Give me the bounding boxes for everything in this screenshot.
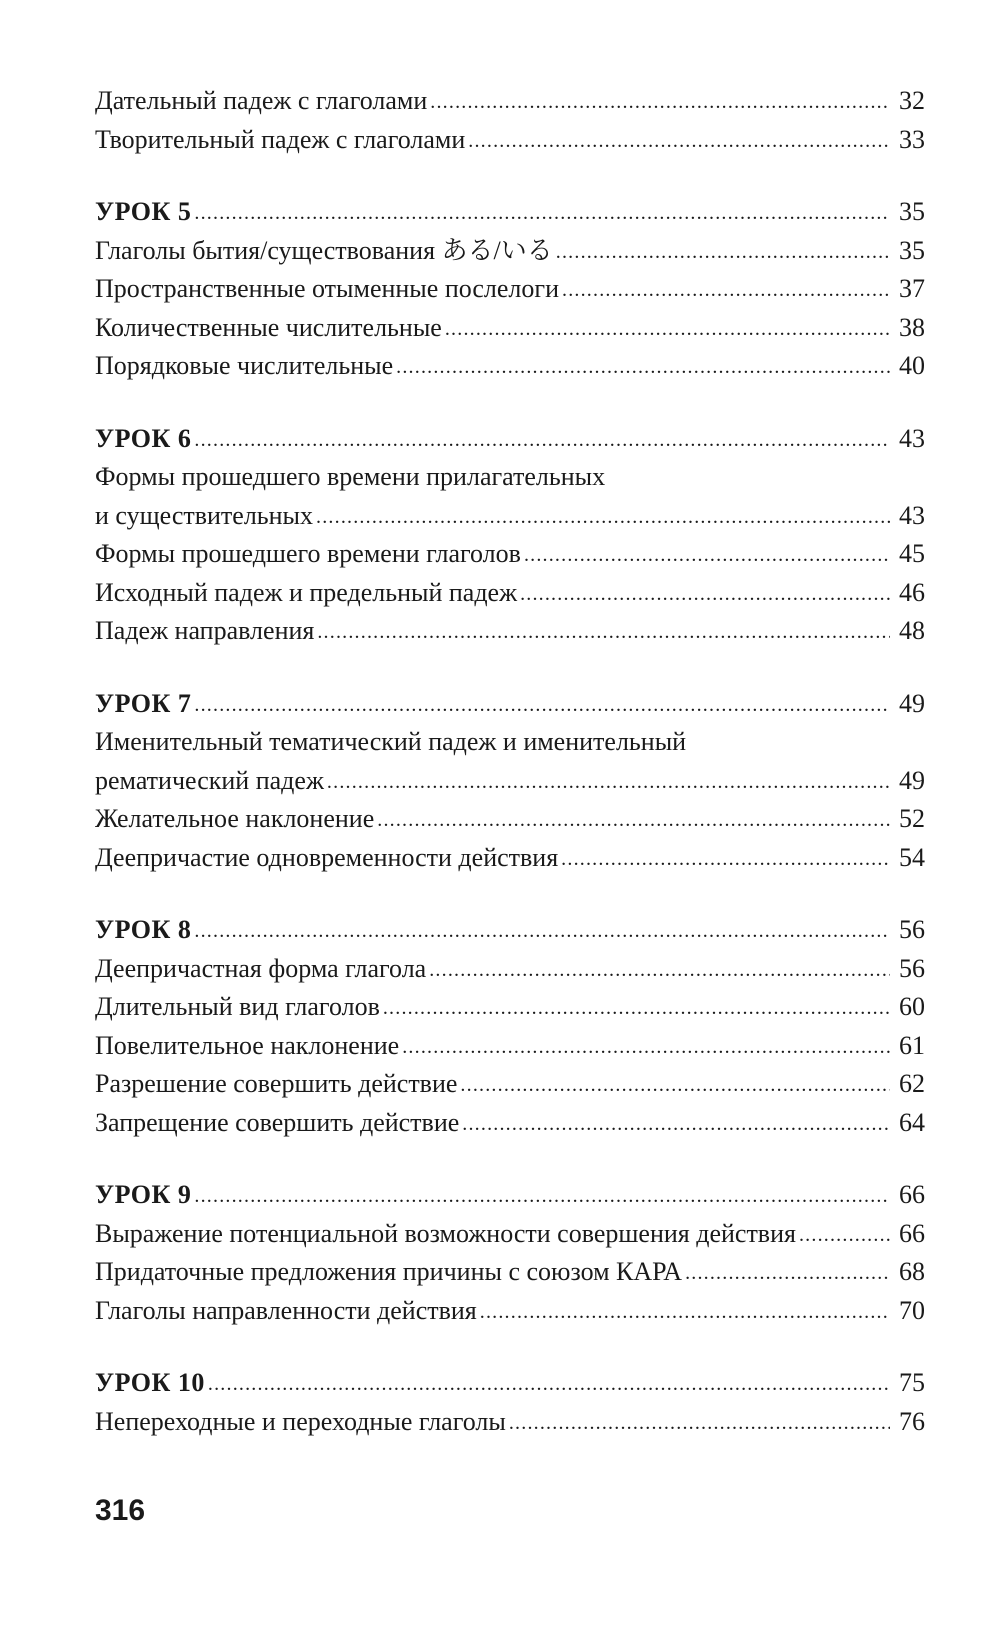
toc-entry-page: 40 bbox=[899, 351, 925, 380]
toc-entry[interactable] bbox=[95, 1027, 925, 1066]
toc-entry[interactable] bbox=[95, 612, 925, 651]
toc-entry[interactable] bbox=[95, 1292, 925, 1331]
toc-entry-page: 70 bbox=[899, 1295, 925, 1325]
toc-entry[interactable] bbox=[95, 121, 925, 160]
toc-entry-page: 49 bbox=[899, 688, 925, 718]
dot-leader bbox=[208, 1363, 890, 1404]
toc-entry[interactable] bbox=[95, 1104, 925, 1143]
toc-entry-title-line2: и существительных bbox=[95, 500, 314, 530]
page-number: 316 bbox=[95, 1494, 146, 1527]
toc-lesson-heading[interactable] bbox=[95, 1364, 925, 1403]
dot-leader bbox=[509, 1402, 890, 1443]
toc-entry-title-line1[interactable]: Именительный тематический падеж и именительный bbox=[95, 727, 687, 756]
toc-entry-title: Повелительное наклонение bbox=[95, 1030, 400, 1060]
toc-entry[interactable] bbox=[95, 1215, 925, 1254]
dot-leader bbox=[316, 496, 890, 537]
dot-leader bbox=[194, 192, 890, 233]
toc-entry-title: Количественные числительные bbox=[95, 312, 442, 342]
toc-entry[interactable] bbox=[95, 82, 925, 121]
toc-entry-page: 45 bbox=[899, 539, 925, 568]
toc-entry[interactable] bbox=[95, 574, 925, 613]
dot-leader bbox=[377, 799, 890, 840]
toc-entry[interactable] bbox=[95, 1065, 925, 1104]
toc-entry-page: 37 bbox=[899, 274, 925, 303]
toc-entry-title: Длительный вид глаголов bbox=[95, 992, 380, 1021]
toc-entry-title-line2: рематический падеж bbox=[95, 765, 324, 795]
toc-entry-title: Дательный падеж с глаголами bbox=[95, 86, 428, 115]
dot-leader bbox=[194, 910, 890, 951]
toc-entry-title: Придаточные предложения причины с союзом КАРА bbox=[95, 1257, 683, 1286]
toc-lesson-title: УРОК 6 bbox=[95, 423, 192, 453]
toc-entry-page: 54 bbox=[899, 842, 925, 872]
toc-lesson-heading[interactable] bbox=[95, 685, 925, 724]
table-of-contents bbox=[95, 82, 925, 1441]
toc-entry-page: 33 bbox=[899, 124, 925, 154]
dot-leader bbox=[524, 534, 890, 575]
toc-entry[interactable] bbox=[95, 950, 925, 989]
toc-lesson-title: УРОК 5 bbox=[95, 197, 192, 226]
toc-lesson-title: УРОК 10 bbox=[95, 1368, 205, 1397]
dot-leader bbox=[520, 573, 890, 614]
dot-leader bbox=[194, 419, 890, 460]
toc-entry-title: Глаголы направленности действия bbox=[95, 1295, 477, 1325]
dot-leader bbox=[462, 1103, 890, 1144]
dot-leader bbox=[429, 949, 890, 990]
toc-entry-title: Творительный падеж с глаголами bbox=[95, 124, 466, 154]
dot-leader bbox=[561, 838, 890, 879]
dot-leader bbox=[396, 346, 890, 387]
toc-entry-page: 43 bbox=[899, 423, 925, 453]
toc-entry-title: Исходный падеж и предельный падеж bbox=[95, 577, 518, 607]
toc-entry-page: 52 bbox=[899, 804, 925, 833]
toc-entry[interactable] bbox=[95, 535, 925, 574]
toc-entry-page: 49 bbox=[899, 765, 925, 795]
toc-entry[interactable] bbox=[95, 1403, 925, 1442]
dot-leader bbox=[317, 611, 890, 652]
toc-entry[interactable] bbox=[95, 497, 925, 536]
dot-leader bbox=[685, 1252, 890, 1293]
toc-entry-page: 48 bbox=[899, 616, 925, 645]
toc-entry-title: Желательное наклонение bbox=[95, 804, 375, 833]
toc-entry[interactable] bbox=[95, 1253, 925, 1292]
dot-leader bbox=[445, 308, 890, 349]
toc-entry[interactable] bbox=[95, 988, 925, 1027]
toc-entry-title: Разрешение совершить действие bbox=[95, 1069, 458, 1098]
dot-leader bbox=[799, 1214, 890, 1255]
toc-entry-page: 46 bbox=[899, 577, 925, 607]
dot-leader bbox=[562, 269, 890, 310]
toc-entry[interactable] bbox=[95, 270, 925, 309]
dot-leader bbox=[468, 120, 890, 161]
toc-entry[interactable] bbox=[95, 309, 925, 348]
dot-leader bbox=[194, 1175, 890, 1216]
toc-entry-title: Падеж направления bbox=[95, 616, 315, 645]
toc-entry-title: Пространственные отыменные послелоги bbox=[95, 274, 559, 303]
toc-entry[interactable] bbox=[95, 347, 925, 386]
toc-entry-page: 35 bbox=[899, 235, 925, 265]
toc-entry-title: Выражение потенциальной возможности совершения действия bbox=[95, 1218, 796, 1248]
toc-entry[interactable] bbox=[95, 232, 925, 271]
dot-leader bbox=[383, 987, 890, 1028]
toc-entry-title: Порядковые числительные bbox=[95, 351, 394, 380]
toc-lesson-heading[interactable] bbox=[95, 911, 925, 950]
dot-leader bbox=[194, 684, 890, 725]
toc-entry-page: 68 bbox=[899, 1257, 925, 1286]
toc-entry[interactable] bbox=[95, 762, 925, 801]
dot-leader bbox=[402, 1026, 890, 1067]
dot-leader bbox=[480, 1291, 890, 1332]
toc-entry-title: Формы прошедшего времени глаголов bbox=[95, 539, 521, 568]
toc-entry-page: 35 bbox=[899, 197, 925, 226]
toc-lesson-title: УРОК 8 bbox=[95, 915, 192, 944]
dot-leader bbox=[460, 1064, 890, 1105]
toc-lesson-title: УРОК 9 bbox=[95, 1180, 192, 1209]
toc-lesson-heading[interactable] bbox=[95, 193, 925, 232]
toc-entry-page: 56 bbox=[899, 915, 925, 944]
toc-lesson-heading[interactable] bbox=[95, 420, 925, 459]
toc-entry-page: 75 bbox=[899, 1368, 925, 1397]
toc-entry-page: 62 bbox=[899, 1069, 925, 1098]
toc-entry-title: Непереходные и переходные глаголы bbox=[95, 1406, 506, 1436]
toc-entry-page: 76 bbox=[899, 1406, 925, 1436]
dot-leader bbox=[430, 81, 890, 122]
toc-entry-page: 66 bbox=[899, 1180, 925, 1209]
toc-entry-page: 32 bbox=[899, 86, 925, 115]
toc-lesson-title: УРОК 7 bbox=[95, 688, 192, 718]
toc-entry-page: 56 bbox=[899, 953, 925, 983]
toc-entry[interactable] bbox=[95, 839, 925, 878]
toc-entry-page: 60 bbox=[899, 992, 925, 1021]
toc-entry-title: Глаголы бытия/существования ある/いる bbox=[95, 235, 553, 265]
toc-entry-page: 61 bbox=[899, 1030, 925, 1060]
toc-entry-title: Деепричастие одновременности действия bbox=[95, 842, 559, 872]
toc-entry-page: 66 bbox=[899, 1218, 925, 1248]
toc-entry-page: 43 bbox=[899, 500, 925, 530]
toc-entry-page: 64 bbox=[899, 1107, 925, 1137]
toc-entry-page: 38 bbox=[899, 312, 925, 342]
toc-entry-title: Запрещение совершить действие bbox=[95, 1107, 460, 1137]
toc-entry-title: Деепричастная форма глагола bbox=[95, 953, 427, 983]
toc-entry-title-line1[interactable]: Формы прошедшего времени прилагательных bbox=[95, 462, 606, 491]
toc-entry[interactable] bbox=[95, 800, 925, 839]
dot-leader bbox=[327, 761, 890, 802]
dot-leader bbox=[556, 231, 890, 272]
toc-lesson-heading[interactable] bbox=[95, 1176, 925, 1215]
